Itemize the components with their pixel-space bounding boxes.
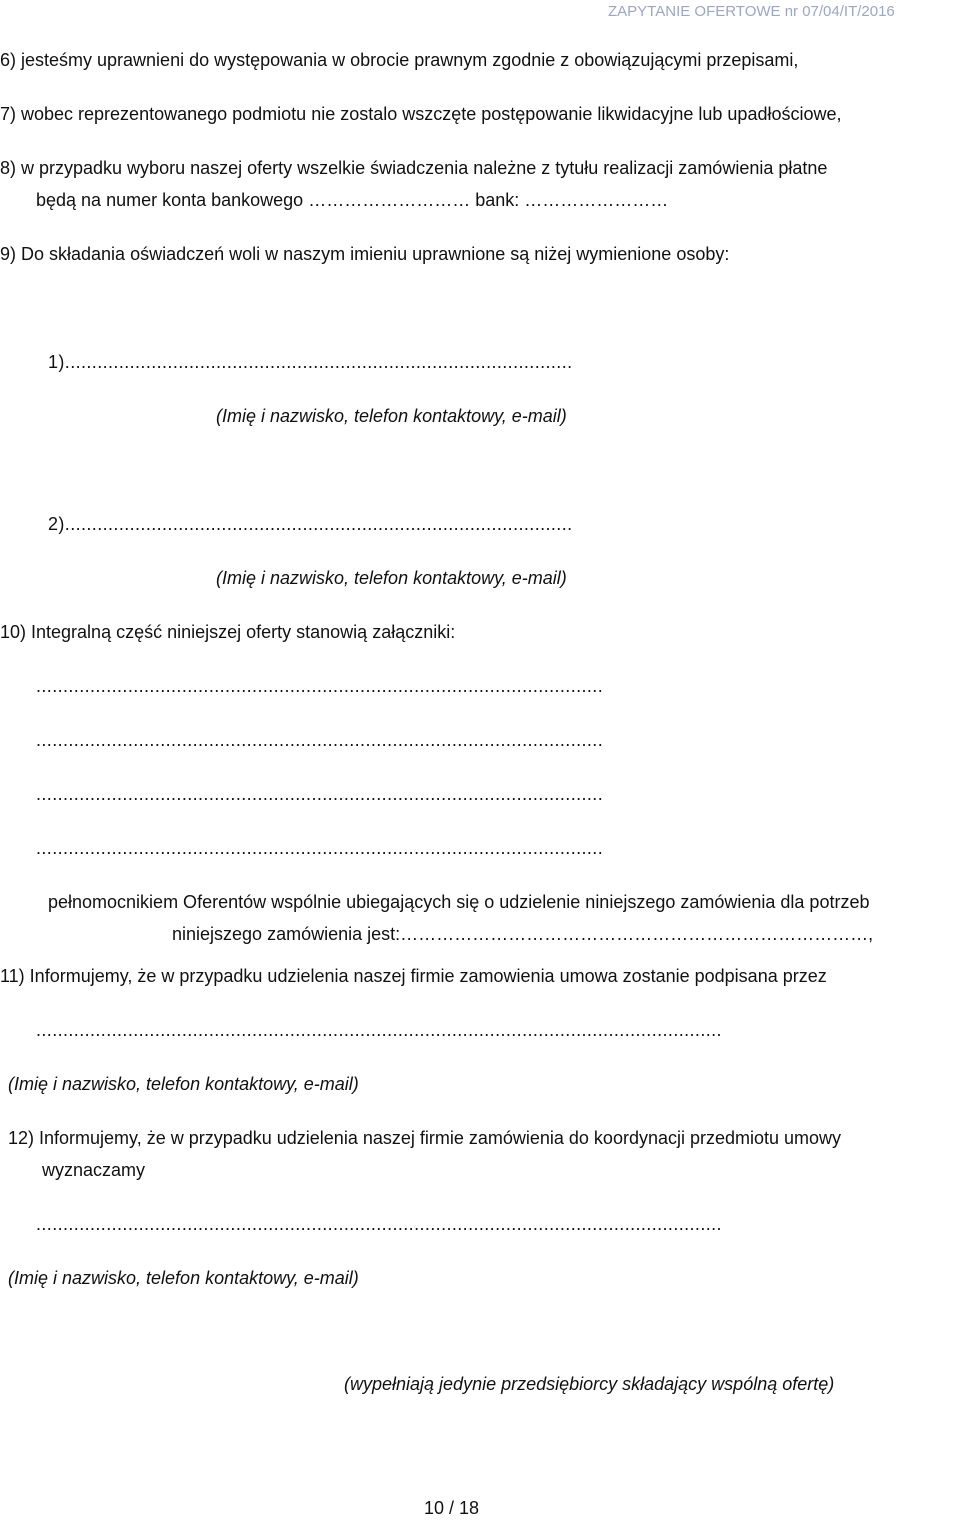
person-2-caption: (Imię i nazwisko, telefon kontaktowy, e-mail) — [216, 568, 567, 588]
item-12-caption: (Imię i nazwisko, telefon kontaktowy, e-mail) — [8, 1268, 359, 1288]
joint-offer-note: (wypełniają jedynie przedsiębiorcy składający wspólną ofertę) — [344, 1374, 835, 1394]
proxy-statement-line-1: pełnomocnikiem Oferentów wspólnie ubiegających się o udzielenie niniejszego zamówienia dla potrzeb — [48, 892, 870, 912]
list-item-8-line-2: będą na numer konta bankowego ……………………… bank: …………………… — [36, 190, 669, 210]
page-number: 10 / 18 — [424, 1498, 480, 1518]
list-item-12-line-1: 12) Informujemy, że w przypadku udzielenia naszej firmie zamówienia do koordynacji przedmiotu umowy — [8, 1128, 842, 1148]
attachment-fill-line-4: ......................................................................................................... — [36, 838, 604, 858]
proxy-statement-line-2: niniejszego zamówienia jest:……………………………………………………………………, — [172, 924, 874, 944]
item-11-caption: (Imię i nazwisko, telefon kontaktowy, e-mail) — [8, 1074, 359, 1094]
item-11-fill-line: ............................................................................................................................... — [36, 1020, 722, 1040]
person-1-fill-line: 1).............................................................................................. — [48, 352, 573, 372]
attachment-fill-line-3: ......................................................................................................... — [36, 784, 604, 804]
list-item-10: 10) Integralną część niniejszej oferty stanowią załączniki: — [0, 622, 456, 642]
list-item-12-line-2: wyznaczamy — [42, 1160, 146, 1180]
list-item-6: 6) jesteśmy uprawnieni do występowania w obrocie prawnym zgodnie z obowiązującymi przepisami, — [0, 50, 799, 70]
person-1-caption: (Imię i nazwisko, telefon kontaktowy, e-mail) — [216, 406, 567, 426]
list-item-7: 7) wobec reprezentowanego podmiotu nie zostalo wszczęte postępowanie likwidacyjne lub upadłościowe, — [0, 104, 842, 124]
item-12-fill-line: ............................................................................................................................... — [36, 1214, 722, 1234]
document-reference-header: ZAPYTANIE OFERTOWE nr 07/04/IT/2016 — [608, 3, 895, 20]
list-item-9: 9) Do składania oświadczeń woli w naszym imieniu uprawnione są niżej wymienione osoby: — [0, 244, 730, 264]
person-2-fill-line: 2).............................................................................................. — [48, 514, 573, 534]
attachment-fill-line-2: ......................................................................................................... — [36, 730, 604, 750]
list-item-11: 11) Informujemy, że w przypadku udzielenia naszej firmie zamowienia umowa zostanie podpisana przez — [0, 966, 827, 986]
attachment-fill-line-1: ......................................................................................................... — [36, 676, 604, 696]
list-item-8-line-1: 8) w przypadku wyboru naszej oferty wszelkie świadczenia należne z tytułu realizacji zamówienia płatne — [0, 158, 828, 178]
